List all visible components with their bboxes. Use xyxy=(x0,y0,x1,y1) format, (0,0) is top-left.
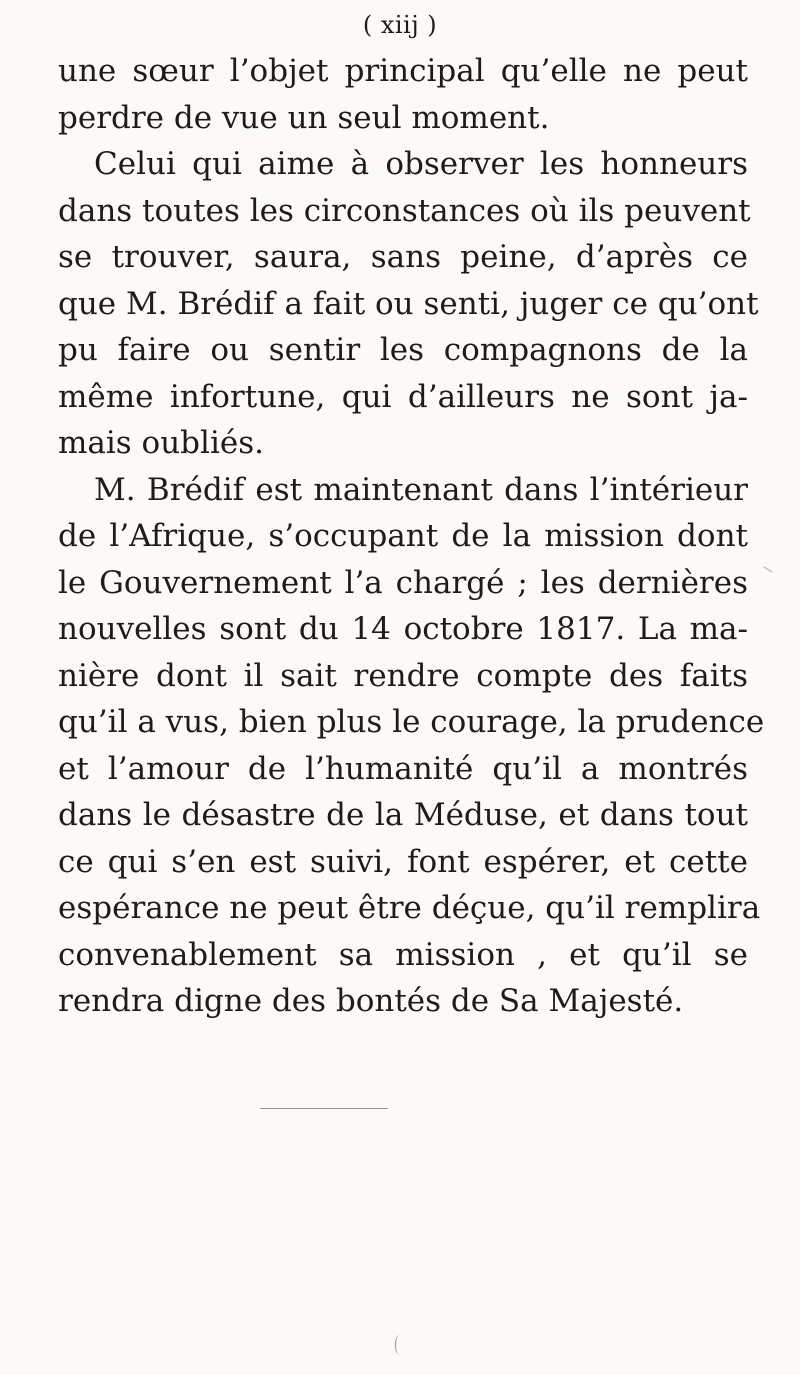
section-rule xyxy=(260,1108,388,1109)
text-line: nouvelles sont du 14 octobre 1817. La ma- xyxy=(58,611,748,647)
text-line: dans toutes les circonstances où ils peuvent xyxy=(58,192,751,229)
text-line: espérance ne peut être déçue, qu’il remplira xyxy=(58,890,761,926)
text-line: même infortune, qui d’ailleurs ne sont ja- xyxy=(58,378,748,415)
margin-mark xyxy=(764,566,773,572)
text-line: pu faire ou sentir les compagnons de la xyxy=(58,332,748,368)
text-line: que M. Brédif a fait ou senti, juger ce qu’ont xyxy=(58,285,759,322)
text-line: de l’Afrique, s’occupant de la mission dont xyxy=(58,518,748,554)
text-line: rendra digne des bontés de Sa Majesté. xyxy=(58,983,684,1019)
bottom-mark xyxy=(395,1335,404,1355)
text-line: le Gouvernement l’a chargé ; les dernières xyxy=(58,564,748,601)
text-line: nière dont il sait rendre compte des faits xyxy=(58,657,748,694)
text-line: M. Brédif est maintenant dans l’intérieur xyxy=(94,471,748,508)
text-line: une sœur l’objet principal qu’elle ne peut xyxy=(58,53,748,89)
text-line: qu’il a vus, bien plus le courage, la prudence xyxy=(58,704,765,740)
text-line: dans le désastre de la Méduse, et dans tout xyxy=(58,797,748,833)
text-line: convenablement sa mission , et qu’il se xyxy=(58,936,748,973)
text-line: se trouver, saura, sans peine, d’après ce xyxy=(58,239,748,275)
text-line: ce qui s’en est suivi, font espérer, et cette xyxy=(58,843,748,880)
text-line: mais oubliés. xyxy=(58,425,264,461)
body-text xyxy=(58,48,765,1025)
page-number: ( xiij ) xyxy=(362,11,438,39)
text-line: et l’amour de l’humanité qu’il a montrés xyxy=(58,750,748,787)
text-line: Celui qui aime à observer les honneurs xyxy=(94,146,748,182)
text-line: perdre de vue un seul moment. xyxy=(58,99,550,136)
